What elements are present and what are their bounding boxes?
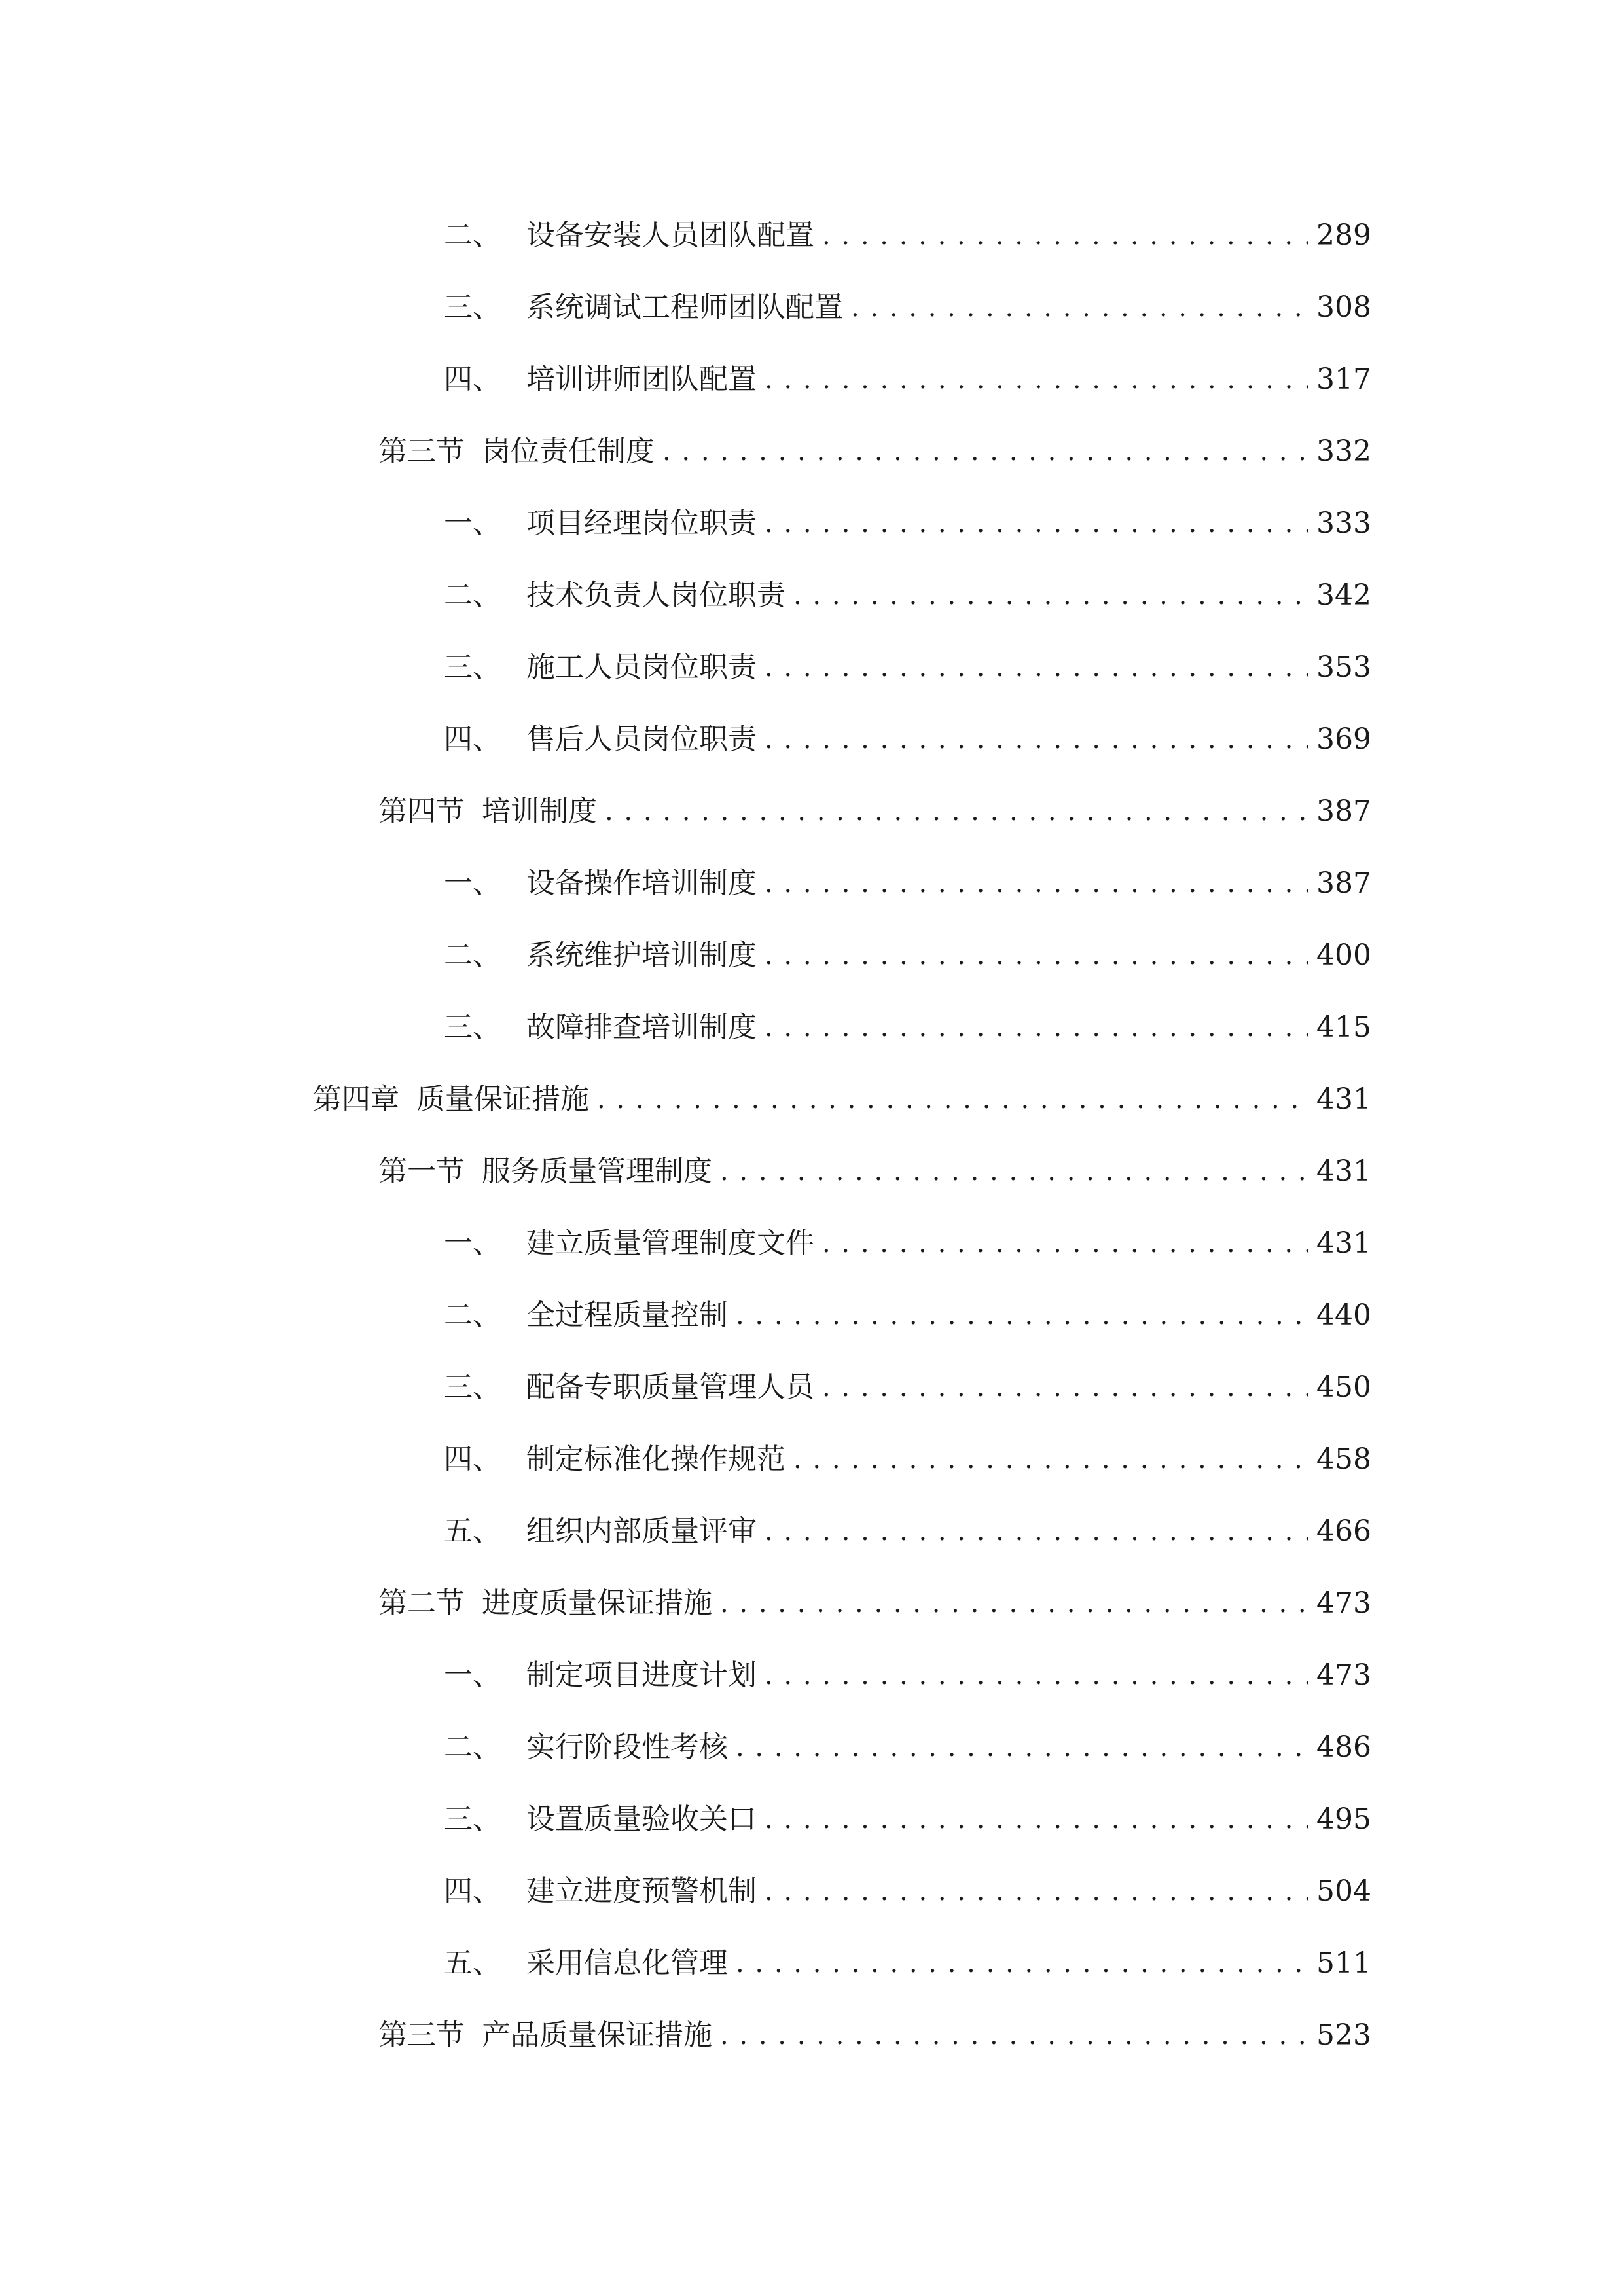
toc-entry[interactable] [444, 275, 1371, 327]
toc-entry[interactable] [444, 347, 1371, 399]
toc-entry-page: 342 [1316, 579, 1371, 612]
toc-entry-title: 技术负责人岗位职责 [526, 579, 785, 612]
toc-entry-page: 332 [1316, 435, 1371, 468]
toc-dot-leader [597, 1080, 1308, 1119]
toc-entry-title: 故障排查培训制度 [526, 1011, 757, 1044]
toc-entry[interactable] [444, 1643, 1371, 1695]
toc-entry-page: 431 [1316, 1155, 1371, 1188]
toc-entry-title: 实行阶段性考核 [526, 1731, 728, 1764]
toc-entry[interactable] [444, 563, 1371, 615]
toc-entry-title: 采用信息化管理 [526, 1946, 728, 1980]
toc-entry-number: 一、 [444, 1227, 501, 1260]
toc-dot-leader [765, 1512, 1308, 1551]
toc-entry-title: 组织内部质量评审 [526, 1515, 757, 1548]
toc-entry[interactable] [444, 1859, 1371, 1911]
toc-entry-title: 设备操作培训制度 [526, 867, 757, 900]
toc-entry[interactable] [444, 923, 1371, 975]
toc-entry-number: 一、 [444, 867, 501, 900]
toc-entry[interactable] [444, 1715, 1371, 1767]
toc-entry-page: 353 [1316, 651, 1371, 684]
toc-entry-number: 一、 [444, 1659, 501, 1692]
toc-entry[interactable] [444, 1931, 1371, 1983]
toc-entry-number: 三、 [444, 1371, 501, 1404]
toc-entry-number: 第一节 [378, 1155, 465, 1188]
toc-entry-page: 486 [1316, 1731, 1371, 1764]
toc-entry-number: 二、 [444, 579, 501, 612]
toc-entry[interactable] [444, 1499, 1371, 1551]
toc-dot-leader [720, 2016, 1308, 2055]
toc-entry-number: 二、 [444, 939, 501, 972]
toc-dot-leader [662, 432, 1308, 471]
toc-dot-leader [765, 1656, 1308, 1695]
toc-entry-page: 458 [1316, 1443, 1371, 1476]
toc-entry-page: 504 [1316, 1874, 1371, 1908]
toc-entry-number: 四、 [444, 363, 501, 396]
toc-entry-number: 第四节 [378, 795, 465, 828]
toc-entry-title: 进度质量保证措施 [482, 1587, 712, 1620]
toc-entry[interactable] [378, 1571, 1371, 1623]
toc-dot-leader [605, 792, 1308, 831]
toc-dot-leader [765, 864, 1308, 903]
toc-entry-title: 全过程质量控制 [526, 1299, 728, 1332]
toc-entry-number: 第三节 [378, 2018, 465, 2052]
toc-dot-leader [720, 1584, 1308, 1623]
toc-dot-leader [720, 1152, 1308, 1191]
toc-entry-title: 质量保证措施 [416, 1083, 589, 1116]
toc-entry-title: 岗位责任制度 [482, 435, 655, 468]
toc-entry-page: 450 [1316, 1371, 1371, 1404]
toc-entry-number: 四、 [444, 1443, 501, 1476]
toc-entry[interactable] [378, 1139, 1371, 1191]
toc-entry[interactable] [444, 1283, 1371, 1335]
toc-dot-leader [822, 1368, 1308, 1407]
toc-entry-title: 设备安装人员团队配置 [526, 219, 814, 252]
toc-entry-page: 523 [1316, 2018, 1371, 2052]
toc-entry-number: 四、 [444, 723, 501, 756]
toc-dot-leader [793, 576, 1308, 615]
toc-dot-leader [765, 1008, 1308, 1047]
toc-entry[interactable] [444, 851, 1371, 903]
toc-entry-page: 400 [1316, 939, 1371, 972]
toc-entry-title: 系统调试工程师团队配置 [526, 291, 843, 324]
toc-entry-page: 431 [1316, 1083, 1371, 1116]
toc-entry-title: 施工人员岗位职责 [526, 651, 757, 684]
toc-entry-number: 三、 [444, 291, 501, 324]
toc-entry-title: 制定标准化操作规范 [526, 1443, 785, 1476]
toc-entry[interactable] [378, 419, 1371, 471]
toc-entry-title: 配备专职质量管理人员 [526, 1371, 814, 1404]
toc-entry-number: 三、 [444, 1803, 501, 1836]
toc-dot-leader [736, 1944, 1308, 1983]
toc-entry[interactable] [444, 995, 1371, 1047]
toc-entry-page: 369 [1316, 723, 1371, 756]
toc-entry[interactable] [378, 2003, 1371, 2055]
toc-entry-page: 317 [1316, 363, 1371, 396]
toc-entry-title: 项目经理岗位职责 [526, 507, 757, 540]
toc-entry-number: 五、 [444, 1946, 501, 1980]
toc-entry-number: 第四章 [313, 1083, 399, 1116]
toc-entry-title: 设置质量验收关口 [526, 1803, 757, 1836]
toc-dot-leader [765, 504, 1308, 543]
toc-dot-leader [736, 1728, 1308, 1767]
toc-entry-title: 产品质量保证措施 [482, 2018, 712, 2052]
toc-entry[interactable] [444, 1787, 1371, 1839]
toc-entry-title: 建立进度预警机制 [526, 1874, 757, 1908]
toc-entry-page: 431 [1316, 1227, 1371, 1260]
toc-entry-title: 建立质量管理制度文件 [526, 1227, 814, 1260]
toc-entry-title: 服务质量管理制度 [482, 1155, 712, 1188]
toc-entry-title: 制定项目进度计划 [526, 1659, 757, 1692]
toc-entry[interactable] [313, 1067, 1371, 1119]
toc-entry-number: 五、 [444, 1515, 501, 1548]
toc-entry-page: 473 [1316, 1587, 1371, 1620]
toc-entry-page: 511 [1316, 1946, 1371, 1980]
toc-dot-leader [765, 720, 1308, 759]
toc-dot-leader [765, 1872, 1308, 1911]
toc-entry-number: 第三节 [378, 435, 465, 468]
toc-entry[interactable] [444, 635, 1371, 687]
toc-entry-title: 培训制度 [482, 795, 597, 828]
toc-entry-number: 三、 [444, 651, 501, 684]
toc-dot-leader [736, 1296, 1308, 1335]
toc-dot-leader [822, 216, 1308, 255]
toc-entry-page: 440 [1316, 1299, 1371, 1332]
toc-entry-number: 二、 [444, 219, 501, 252]
toc-entry-page: 308 [1316, 291, 1371, 324]
toc-entry-number: 二、 [444, 1299, 501, 1332]
toc-entry-number: 三、 [444, 1011, 501, 1044]
toc-entry-number: 一、 [444, 507, 501, 540]
toc-entry[interactable] [444, 707, 1371, 759]
toc-dot-leader [765, 648, 1308, 687]
toc-dot-leader [765, 1800, 1308, 1839]
toc-entry[interactable] [378, 779, 1371, 831]
toc-entry[interactable] [444, 1211, 1371, 1263]
toc-dot-leader [851, 288, 1308, 327]
toc-entry[interactable] [444, 203, 1371, 255]
toc-entry-number: 第二节 [378, 1587, 465, 1620]
toc-entry-number: 二、 [444, 1731, 501, 1764]
toc-dot-leader [765, 936, 1308, 975]
toc-dot-leader [822, 1224, 1308, 1263]
toc-entry-page: 466 [1316, 1515, 1371, 1548]
toc-entry[interactable] [444, 491, 1371, 543]
toc-entry-number: 四、 [444, 1874, 501, 1908]
toc-entry-title: 售后人员岗位职责 [526, 723, 757, 756]
toc-entry[interactable] [444, 1427, 1371, 1479]
toc-entry-page: 387 [1316, 867, 1371, 900]
toc-entry-title: 系统维护培训制度 [526, 939, 757, 972]
toc-entry-page: 289 [1316, 219, 1371, 252]
toc-entry-page: 473 [1316, 1659, 1371, 1692]
toc-dot-leader [765, 360, 1308, 399]
toc-dot-leader [793, 1440, 1308, 1479]
toc-entry-page: 415 [1316, 1011, 1371, 1044]
toc-entry[interactable] [444, 1355, 1371, 1407]
toc-entry-title: 培训讲师团队配置 [526, 363, 757, 396]
toc-entry-page: 333 [1316, 507, 1371, 540]
toc-entry-page: 495 [1316, 1803, 1371, 1836]
toc-entry-page: 387 [1316, 795, 1371, 828]
